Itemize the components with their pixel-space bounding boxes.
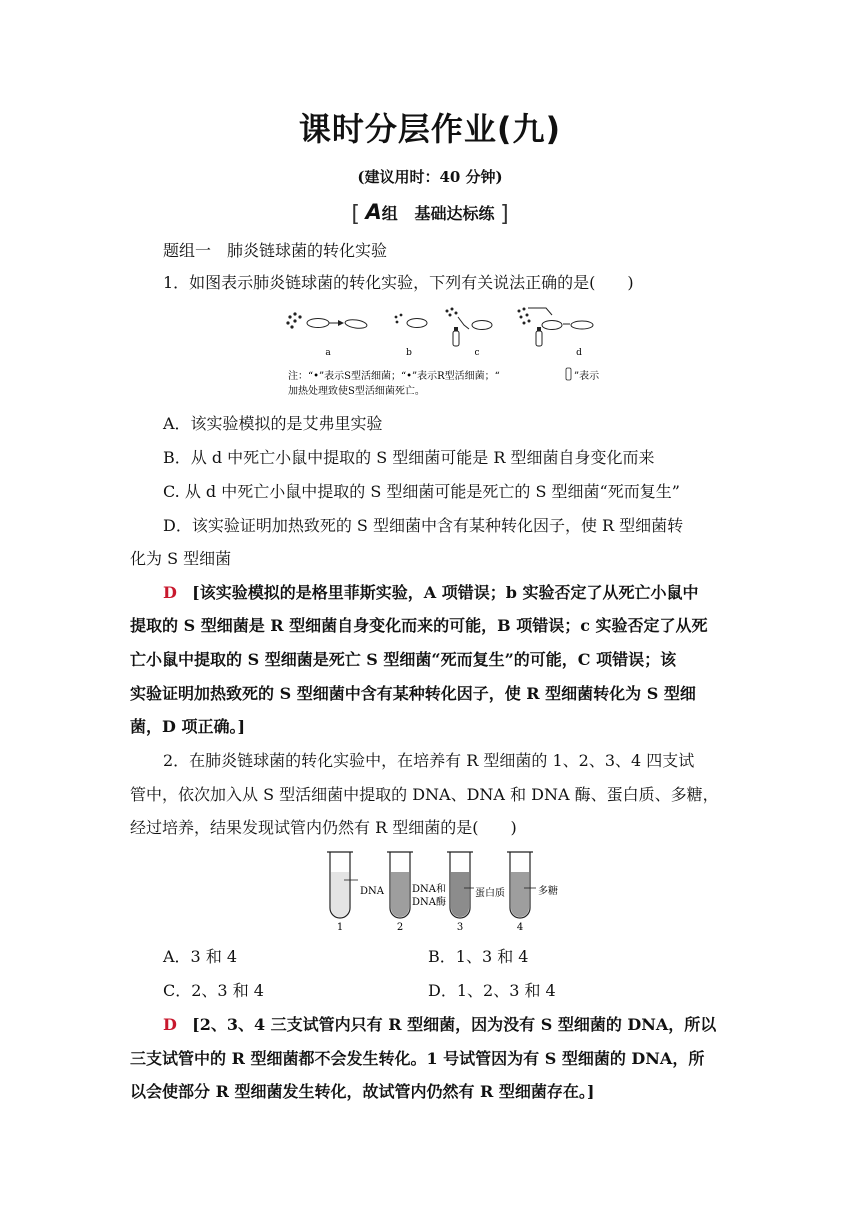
tube-number-3: 3 [456,922,464,932]
tube-number-4: 4 [516,922,524,932]
tube-label-dnase: DNA酶 [412,897,446,908]
q2-explanation-line2: 三支试管中的 R 型细菌都不会发生转化。1 号试管因为有 S 型细菌的 DNA，所 [130,1049,705,1068]
tube-number-1: 1 [336,922,344,932]
q1-figure [284,305,614,400]
page-title: 课时分层作业(九) [298,110,562,148]
fig1-note-line1-end: ”表示 [574,371,600,382]
fig1-label-a: a [325,348,331,358]
q2-explanation-line3: 以会使部分 R 型细菌发生转化，故试管内仍然有 R 型细菌存在。] [130,1082,595,1101]
tube-label-protein: 蛋白质 [475,888,505,899]
fig1-note-line1: 注：“•”表示S型活细菌；“•”表示R型活细菌；“ [288,371,500,382]
mouse-group-b [395,314,427,328]
tube-number-2: 2 [396,922,404,932]
suggested-time: (建议用时：40 分钟) [357,168,503,186]
fig1-label-c: c [474,348,480,358]
q1-option-d-line1: D．该实验证明加热致死的 S 型细菌中含有某种转化因子，使 R 型细菌转 [163,516,684,535]
q2-figure [322,850,572,932]
tube-1 [327,852,358,918]
q1-explanation-line5: 菌，D 项正确。] [130,717,246,736]
group-name: 基础达标练 [414,204,495,223]
q2-option-c: C．2、3 和 4 [163,981,264,1000]
q1-answer: D [163,583,177,602]
q2-option-d: D．1、2、3 和 4 [428,981,556,1000]
tube-4 [507,852,536,918]
fig1-label-d: d [576,348,582,358]
tube-3 [447,852,474,918]
group-letter: A [365,200,382,224]
q1-option-d-line2: 化为 S 型细菌 [130,549,232,568]
tube-label-polysaccharide: 多糖 [538,886,558,897]
bracket-right: ] [500,202,509,227]
q2-stem-line1: 2．在肺炎链球菌的转化实验中，在培养有 R 型细菌的 1、2、3、4 四支试 [163,751,695,770]
q1-option-c: C. 从 d 中死亡小鼠中提取的 S 型细菌可能是死亡的 S 型细菌“死而复生” [163,482,680,501]
tube-label-dna: DNA [360,886,384,897]
q1-explanation-line1: D [该实验模拟的是格里菲斯实验，A 项错误；b 实验否定了从死亡小鼠中 [163,583,699,602]
tube-label-dna-and: DNA和 [412,884,446,895]
section-title: 题组一 肺炎链球菌的转化实验 [163,241,388,260]
fig1-note-line2: 加热处理致使S型活细菌死亡。 [288,386,425,397]
q1-explanation-line3: 亡小鼠中提取的 S 型细菌是死亡 S 型细菌“死而复生”的可能，C 项错误；该 [130,650,677,669]
q2-explanation-line1: D [2、3、4 三支试管内只有 R 型细菌，因为没有 S 型细菌的 DNA，所以 [163,1015,717,1034]
group-suffix: 组 [381,204,398,223]
q1-stem: 1．如图表示肺炎链球菌的转化实验，下列有关说法正确的是( ) [163,273,634,292]
mouse-group-c [446,308,493,347]
bracket-left: [ [351,202,360,227]
test-tube-icon [566,368,571,380]
mouse-group-d [518,308,594,347]
q1-option-b: B．从 d 中死亡小鼠中提取的 S 型细菌可能是 R 型细菌自身变化而来 [163,448,655,467]
group-heading [0,200,860,227]
tube-2 [387,852,413,918]
q2-option-a: A．3 和 4 [163,947,238,966]
q1-explanation-line4: 实验证明加热致死的 S 型细菌中含有某种转化因子，使 R 型细菌转化为 S 型细 [130,684,696,703]
q2-stem-line2: 管中，依次加入从 S 型活细菌中提取的 DNA、DNA 和 DNA 酶、蛋白质、多糖， [130,785,719,804]
fig1-label-b: b [406,348,412,358]
q2-answer: D [163,1015,177,1034]
q2-option-b: B．1、3 和 4 [428,947,529,966]
q2-stem-line3: 经过培养，结果发现试管内仍然有 R 型细菌的是( ) [130,818,517,837]
q1-option-a: A．该实验模拟的是艾弗里实验 [163,414,383,433]
mouse-group-a [286,312,367,329]
q1-explanation-line2: 提取的 S 型细菌是 R 型细菌自身变化而来的可能，B 项错误；c 实验否定了从死 [130,616,708,635]
